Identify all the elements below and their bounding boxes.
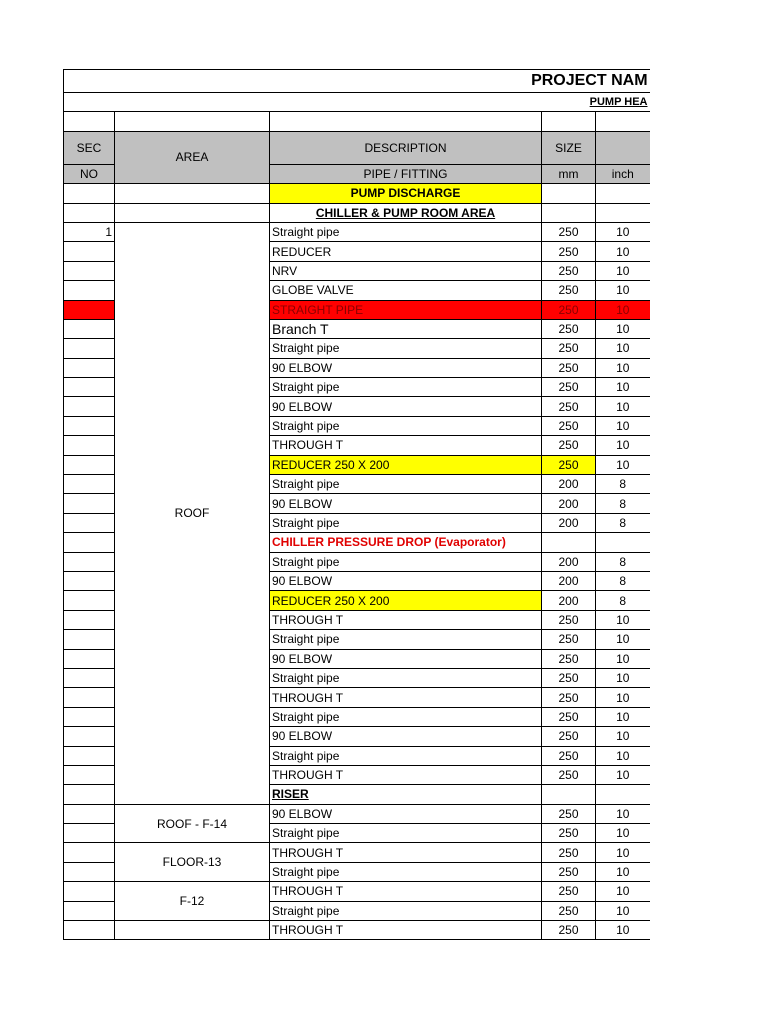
size-mm-cell[interactable]: 250: [542, 862, 596, 881]
section-row: [64, 203, 650, 222]
description-cell[interactable]: Straight pipe: [270, 746, 542, 765]
cell[interactable]: [115, 184, 270, 203]
size-mm-cell[interactable]: 250: [542, 746, 596, 765]
header-no: NO: [64, 164, 115, 183]
size-inch-cell[interactable]: 10: [596, 397, 650, 416]
header-sec: SEC: [64, 131, 115, 164]
description-cell[interactable]: 90 ELBOW: [270, 358, 542, 377]
size-inch-cell[interactable]: 10: [596, 436, 650, 455]
sec-no-cell[interactable]: [64, 261, 115, 280]
size-inch-cell[interactable]: 10: [596, 921, 650, 940]
size-mm-cell[interactable]: 250: [542, 358, 596, 377]
description-cell[interactable]: Straight pipe: [270, 222, 542, 241]
size-mm-cell[interactable]: 200: [542, 591, 596, 610]
size-inch-cell[interactable]: 10: [596, 882, 650, 901]
cell[interactable]: [542, 184, 596, 203]
sec-no-cell[interactable]: [64, 843, 115, 862]
description-cell[interactable]: 90 ELBOW: [270, 649, 542, 668]
description-cell[interactable]: NRV: [270, 261, 542, 280]
size-mm-cell[interactable]: 200: [542, 513, 596, 532]
sec-no-cell[interactable]: [64, 378, 115, 397]
description-cell[interactable]: Straight pipe: [270, 707, 542, 726]
area-roof-f14: ROOF - F-14: [115, 804, 270, 843]
sec-no-cell[interactable]: [64, 862, 115, 881]
sec-no-cell[interactable]: [64, 513, 115, 532]
size-mm-cell[interactable]: 250: [542, 397, 596, 416]
size-inch-cell[interactable]: 10: [596, 649, 650, 668]
header-inch: inch: [596, 164, 650, 183]
size-inch-cell[interactable]: 10: [596, 688, 650, 707]
sec-no-cell[interactable]: [64, 785, 115, 804]
table-row: [64, 882, 650, 901]
sec-no-cell[interactable]: [64, 397, 115, 416]
sec-no-cell[interactable]: [64, 765, 115, 784]
description-cell[interactable]: REDUCER 250 X 200: [270, 455, 542, 474]
table-row: [64, 222, 650, 241]
size-mm-cell[interactable]: 250: [542, 378, 596, 397]
sec-no-cell[interactable]: [64, 339, 115, 358]
size-inch-cell[interactable]: 10: [596, 339, 650, 358]
size-mm-cell[interactable]: 250: [542, 436, 596, 455]
size-inch-cell[interactable]: 10: [596, 319, 650, 338]
header-mm: mm: [542, 164, 596, 183]
size-mm-cell[interactable]: 250: [542, 882, 596, 901]
size-inch-cell[interactable]: 10: [596, 358, 650, 377]
header-blank: [596, 131, 650, 164]
size-mm-cell[interactable]: 250: [542, 688, 596, 707]
sec-no-cell[interactable]: [64, 824, 115, 843]
size-mm-cell[interactable]: 250: [542, 765, 596, 784]
sec-no-cell[interactable]: [64, 649, 115, 668]
size-mm-cell[interactable]: 250: [542, 242, 596, 261]
header-area: AREA: [115, 131, 270, 183]
cell[interactable]: [64, 112, 115, 131]
size-mm-cell[interactable]: 250: [542, 300, 596, 319]
sec-no-cell[interactable]: [64, 552, 115, 571]
size-inch-cell[interactable]: 10: [596, 281, 650, 300]
description-cell[interactable]: THROUGH T: [270, 688, 542, 707]
description-cell[interactable]: Straight pipe: [270, 339, 542, 358]
sec-no-cell[interactable]: [64, 242, 115, 261]
size-inch-cell[interactable]: 10: [596, 901, 650, 920]
description-cell[interactable]: Straight pipe: [270, 630, 542, 649]
sec-no-cell[interactable]: [64, 882, 115, 901]
size-inch-cell[interactable]: 8: [596, 591, 650, 610]
cell[interactable]: [596, 112, 650, 131]
area-f-12: F-12: [115, 882, 270, 921]
sec-no-cell[interactable]: [64, 591, 115, 610]
description-cell[interactable]: THROUGH T: [270, 436, 542, 455]
sec-no-cell[interactable]: [64, 746, 115, 765]
description-cell[interactable]: Straight pipe: [270, 901, 542, 920]
section-row: [64, 184, 650, 203]
size-inch-cell[interactable]: 8: [596, 475, 650, 494]
size-inch-cell[interactable]: 10: [596, 630, 650, 649]
size-mm-cell[interactable]: 250: [542, 649, 596, 668]
table-row: [64, 921, 650, 940]
cell[interactable]: [596, 203, 650, 222]
title-row: [64, 70, 650, 93]
sec-no-cell[interactable]: [64, 727, 115, 746]
size-inch-cell[interactable]: 8: [596, 494, 650, 513]
cell[interactable]: [542, 785, 596, 804]
size-inch-cell[interactable]: 10: [596, 862, 650, 881]
size-mm-cell[interactable]: 250: [542, 416, 596, 435]
sec-no-cell[interactable]: [64, 901, 115, 920]
sec-no-cell[interactable]: [64, 688, 115, 707]
cell[interactable]: [596, 184, 650, 203]
size-inch-cell[interactable]: 8: [596, 571, 650, 590]
sec-no-cell[interactable]: [64, 533, 115, 552]
sec-no-cell[interactable]: [64, 455, 115, 474]
size-inch-cell[interactable]: 10: [596, 824, 650, 843]
description-cell[interactable]: 90 ELBOW: [270, 397, 542, 416]
size-inch-cell[interactable]: 8: [596, 513, 650, 532]
description-cell[interactable]: 90 ELBOW: [270, 804, 542, 823]
sec-no-cell[interactable]: [64, 668, 115, 687]
header-pipe-fitting: PIPE / FITTING: [270, 164, 542, 183]
cell[interactable]: [542, 533, 596, 552]
section-pump-discharge: PUMP DISCHARGE: [270, 184, 542, 203]
description-cell[interactable]: 90 ELBOW: [270, 727, 542, 746]
cell[interactable]: [115, 112, 270, 131]
section-riser: RISER: [270, 785, 542, 804]
cell[interactable]: [64, 184, 115, 203]
sec-no-cell[interactable]: [64, 610, 115, 629]
sec-no-cell[interactable]: [64, 281, 115, 300]
size-inch-cell[interactable]: 10: [596, 300, 650, 319]
size-mm-cell[interactable]: 250: [542, 339, 596, 358]
size-inch-cell[interactable]: 10: [596, 668, 650, 687]
sec-no-cell[interactable]: [64, 300, 115, 319]
description-cell[interactable]: Straight pipe: [270, 378, 542, 397]
description-cell[interactable]: Straight pipe: [270, 668, 542, 687]
sec-no-cell[interactable]: [64, 921, 115, 940]
size-inch-cell[interactable]: 10: [596, 610, 650, 629]
description-cell[interactable]: THROUGH T: [270, 921, 542, 940]
size-inch-cell[interactable]: 10: [596, 378, 650, 397]
size-mm-cell[interactable]: 200: [542, 571, 596, 590]
size-mm-cell[interactable]: 250: [542, 668, 596, 687]
description-cell[interactable]: Branch T: [270, 319, 542, 338]
subtitle-row: [64, 93, 650, 112]
description-cell[interactable]: STRAIGHT PIPE: [270, 300, 542, 319]
sec-no-cell[interactable]: 1: [64, 222, 115, 241]
sec-no-cell[interactable]: [64, 416, 115, 435]
size-mm-cell[interactable]: 250: [542, 727, 596, 746]
description-cell[interactable]: Straight pipe: [270, 513, 542, 532]
area-roof: ROOF: [115, 222, 270, 804]
sec-no-cell[interactable]: [64, 571, 115, 590]
size-mm-cell[interactable]: 200: [542, 475, 596, 494]
size-mm-cell[interactable]: 250: [542, 222, 596, 241]
description-cell[interactable]: 90 ELBOW: [270, 571, 542, 590]
size-mm-cell[interactable]: 250: [542, 824, 596, 843]
cell[interactable]: [542, 112, 596, 131]
size-inch-cell[interactable]: 10: [596, 727, 650, 746]
cell[interactable]: [64, 203, 115, 222]
description-cell[interactable]: THROUGH T: [270, 610, 542, 629]
size-mm-cell[interactable]: 250: [542, 901, 596, 920]
cell[interactable]: [115, 203, 270, 222]
pipe-schedule-table: [63, 69, 650, 940]
size-mm-cell[interactable]: 250: [542, 630, 596, 649]
sec-no-cell[interactable]: [64, 707, 115, 726]
sec-no-cell[interactable]: [64, 494, 115, 513]
size-mm-cell[interactable]: 250: [542, 261, 596, 280]
size-mm-cell[interactable]: 250: [542, 455, 596, 474]
description-cell[interactable]: THROUGH T: [270, 882, 542, 901]
size-inch-cell[interactable]: 10: [596, 765, 650, 784]
description-cell[interactable]: 90 ELBOW: [270, 494, 542, 513]
size-mm-cell[interactable]: 250: [542, 281, 596, 300]
size-mm-cell[interactable]: 200: [542, 494, 596, 513]
sec-no-cell[interactable]: [64, 436, 115, 455]
description-cell[interactable]: Straight pipe: [270, 552, 542, 571]
size-mm-cell[interactable]: 250: [542, 921, 596, 940]
description-cell[interactable]: THROUGH T: [270, 765, 542, 784]
sec-no-cell[interactable]: [64, 358, 115, 377]
description-cell[interactable]: Straight pipe: [270, 862, 542, 881]
description-cell[interactable]: Straight pipe: [270, 475, 542, 494]
table-row: [64, 843, 650, 862]
cell[interactable]: [596, 533, 650, 552]
table-row: [64, 804, 650, 823]
section-chiller-room: CHILLER & PUMP ROOM AREA: [270, 203, 542, 222]
size-inch-cell[interactable]: 10: [596, 416, 650, 435]
cell[interactable]: [542, 203, 596, 222]
sec-no-cell[interactable]: [64, 630, 115, 649]
area-blank: [115, 921, 270, 940]
size-mm-cell[interactable]: 250: [542, 707, 596, 726]
sec-no-cell[interactable]: [64, 804, 115, 823]
cell[interactable]: [596, 785, 650, 804]
sec-no-cell[interactable]: [64, 319, 115, 338]
size-mm-cell[interactable]: 250: [542, 843, 596, 862]
size-inch-cell[interactable]: 10: [596, 804, 650, 823]
cell[interactable]: [270, 112, 542, 131]
size-mm-cell[interactable]: 250: [542, 319, 596, 338]
description-cell[interactable]: REDUCER 250 X 200: [270, 591, 542, 610]
blank-row: [64, 112, 650, 131]
size-mm-cell[interactable]: 250: [542, 804, 596, 823]
size-inch-cell[interactable]: 10: [596, 746, 650, 765]
header-description: DESCRIPTION: [270, 131, 542, 164]
area-floor-13: FLOOR-13: [115, 843, 270, 882]
description-cell[interactable]: GLOBE VALVE: [270, 281, 542, 300]
description-cell[interactable]: Straight pipe: [270, 824, 542, 843]
project-subtitle: PUMP HEA: [64, 93, 650, 112]
size-inch-cell[interactable]: 10: [596, 843, 650, 862]
description-cell[interactable]: REDUCER: [270, 242, 542, 261]
size-inch-cell[interactable]: 10: [596, 261, 650, 280]
section-chiller-drop: CHILLER PRESSURE DROP (Evaporator): [270, 533, 542, 552]
sec-no-cell[interactable]: [64, 475, 115, 494]
description-cell[interactable]: THROUGH T: [270, 843, 542, 862]
size-inch-cell[interactable]: 10: [596, 707, 650, 726]
size-inch-cell[interactable]: 10: [596, 242, 650, 261]
header-row-1: [64, 131, 650, 164]
project-title: PROJECT NAM: [64, 70, 650, 93]
size-mm-cell[interactable]: 200: [542, 552, 596, 571]
description-cell[interactable]: Straight pipe: [270, 416, 542, 435]
header-size: SIZE: [542, 131, 596, 164]
size-inch-cell[interactable]: 10: [596, 222, 650, 241]
size-inch-cell[interactable]: 10: [596, 455, 650, 474]
size-inch-cell[interactable]: 8: [596, 552, 650, 571]
size-mm-cell[interactable]: 250: [542, 610, 596, 629]
